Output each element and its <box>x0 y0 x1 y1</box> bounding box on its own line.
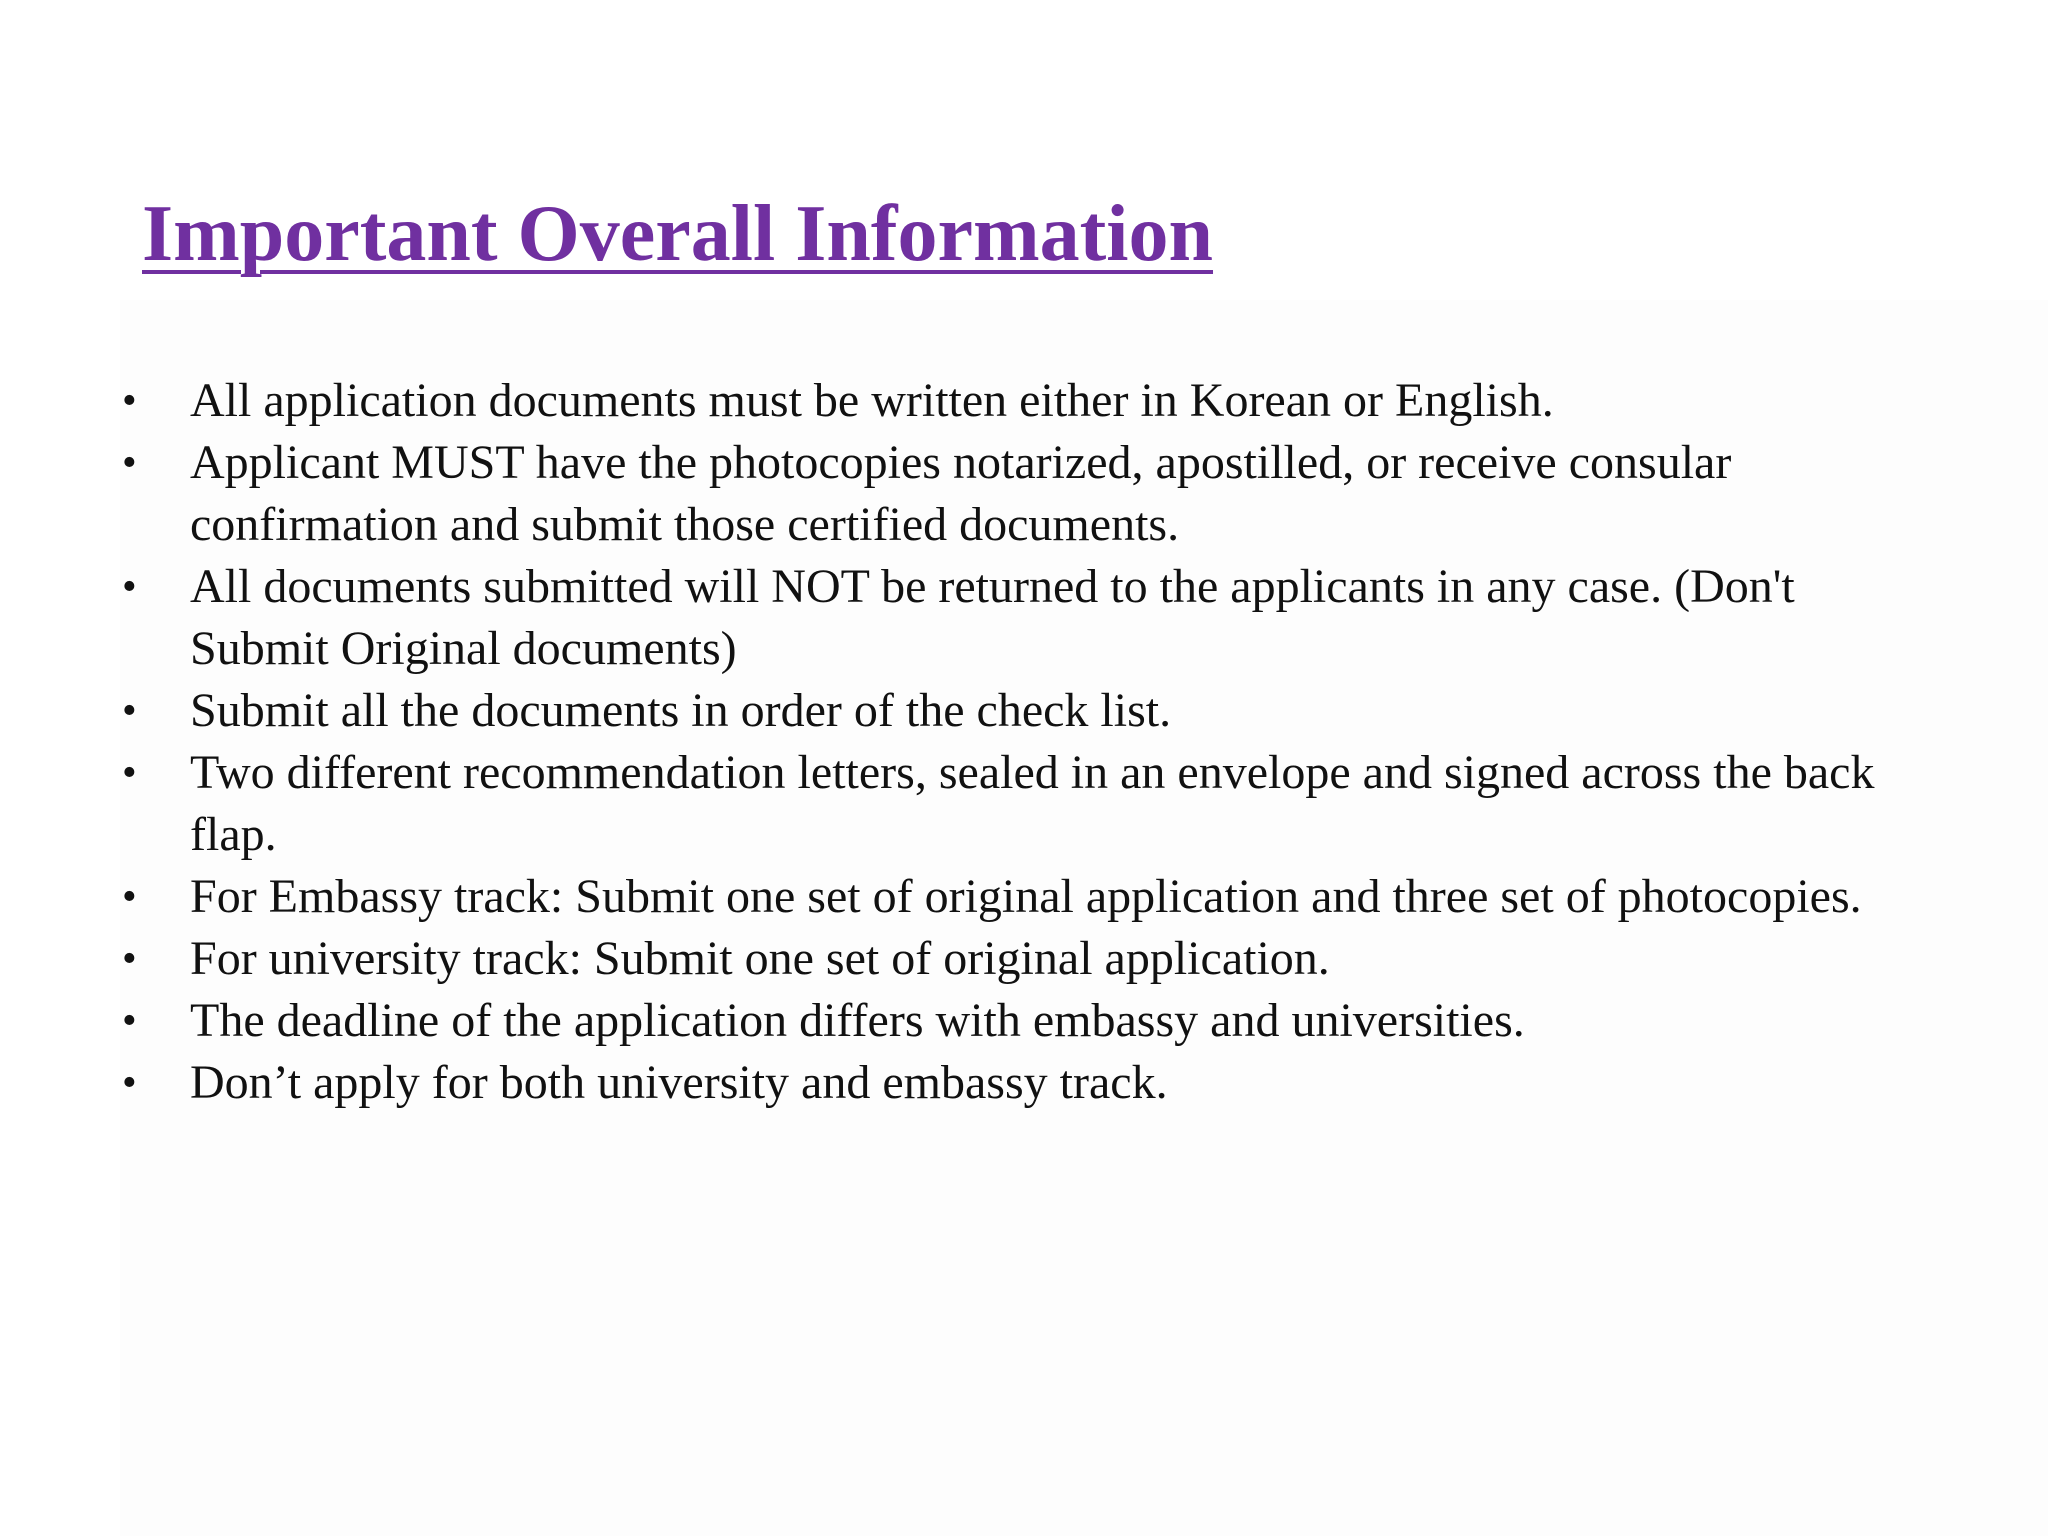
bullet-item <box>0 742 1930 866</box>
bullet-text: For university track: Submit one set of original application. <box>190 932 1330 985</box>
bullet-icon: • <box>122 440 137 486</box>
bullet-text: Applicant MUST have the photocopies notarized, apostilled, or receive consular confirmation and submit those certified documents. <box>190 436 1732 551</box>
bullet-text: For Embassy track: Submit one set of original application and three set of photocopies. <box>190 870 1862 923</box>
bullet-item <box>0 928 1930 990</box>
bullet-item <box>0 556 1930 680</box>
bullet-item <box>0 990 1930 1052</box>
bullet-text: The deadline of the application differs with embassy and universities. <box>190 994 1525 1047</box>
bullet-item <box>0 866 1930 928</box>
bullet-icon: • <box>122 750 137 796</box>
bullet-text: Submit all the documents in order of the check list. <box>190 684 1172 737</box>
bullet-icon: • <box>122 378 137 424</box>
slide-title: Important Overall Information <box>142 190 1214 278</box>
bullet-icon: • <box>122 688 137 734</box>
bullet-item <box>0 1052 1930 1114</box>
bullet-icon: • <box>122 1060 137 1106</box>
bullet-text: All application documents must be written either in Korean or English. <box>190 374 1554 427</box>
bullet-list <box>0 370 2048 1114</box>
bullet-text: Two different recommendation letters, sealed in an envelope and signed across the back flap. <box>190 746 1875 861</box>
bullet-text: All documents submitted will NOT be returned to the applicants in any case. (Don't Submit Original documents) <box>190 560 1795 675</box>
bullet-item <box>0 370 1930 432</box>
bullet-item <box>0 680 1930 742</box>
bullet-item <box>0 432 1930 556</box>
bullet-icon: • <box>122 936 137 982</box>
bullet-icon: • <box>122 998 137 1044</box>
bullet-icon: • <box>122 874 137 920</box>
bullet-text: Don’t apply for both university and embassy track. <box>190 1056 1168 1109</box>
bullet-icon: • <box>122 564 137 610</box>
